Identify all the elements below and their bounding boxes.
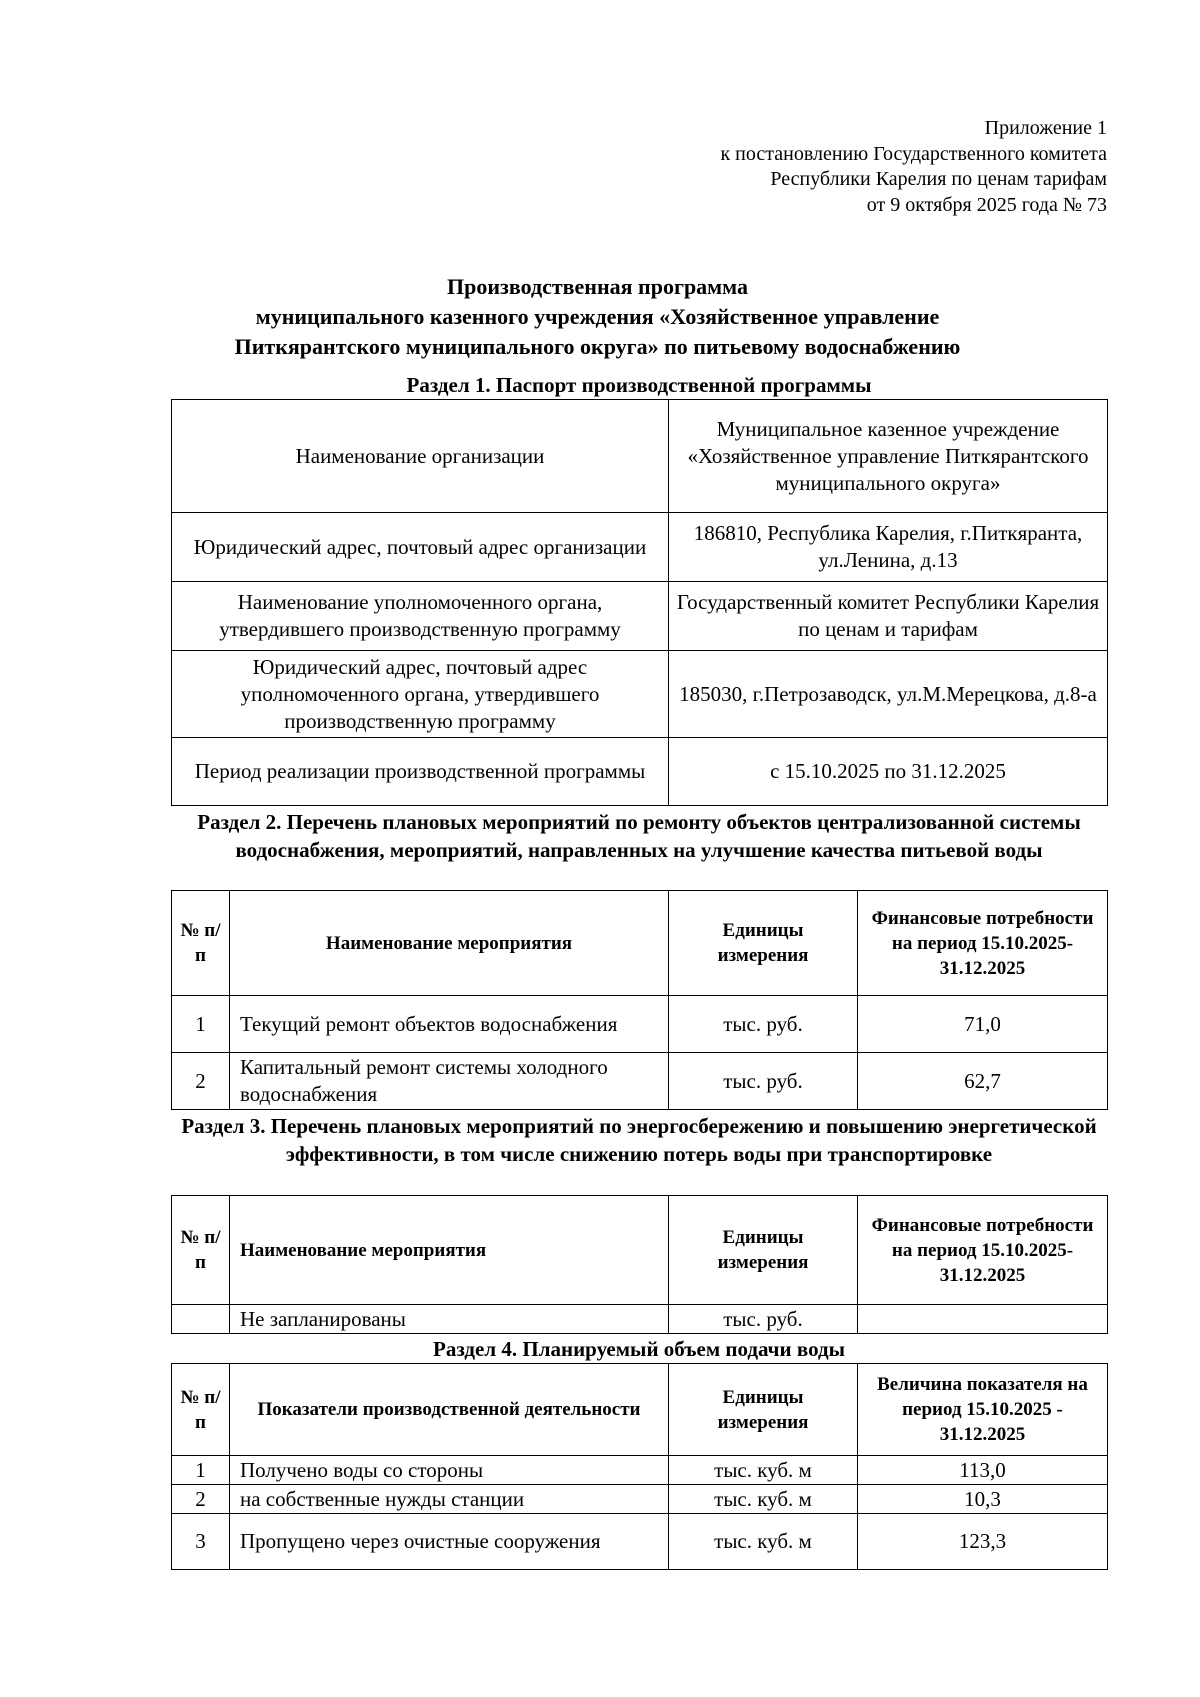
row-value: 10,3 xyxy=(858,1485,1108,1514)
row-unit: тыс. куб. м xyxy=(669,1456,858,1485)
row-value: 123,3 xyxy=(858,1514,1108,1570)
row-unit: тыс. куб. м xyxy=(669,1485,858,1514)
section1-heading: Раздел 1. Паспорт производственной программы xyxy=(406,373,872,397)
water-supply-table xyxy=(171,1363,1108,1570)
table-row xyxy=(172,1305,1108,1334)
row-num xyxy=(172,1305,230,1334)
appendix-line: от 9 октября 2025 года № 73 xyxy=(866,193,1107,216)
passport-table xyxy=(171,399,1108,806)
table-row xyxy=(172,1514,1108,1570)
appendix-line: к постановлению Государственного комитета xyxy=(720,142,1107,165)
row-unit: тыс. руб. xyxy=(669,1305,858,1334)
row-num: 2 xyxy=(172,1053,230,1110)
row-unit: тыс. куб. м xyxy=(669,1514,858,1570)
table-row xyxy=(172,738,1108,806)
row-value: 62,7 xyxy=(858,1053,1108,1110)
passport-value: 185030, г.Петрозаводск, ул.М.Мерецкова, д.8-а xyxy=(669,651,1108,738)
passport-value: с 15.10.2025 по 31.12.2025 xyxy=(669,738,1108,806)
col-header-name: Наименование мероприятия xyxy=(230,891,669,996)
title-line: Питкярантского муниципального округа» по питьевому водоснабжению xyxy=(234,334,961,359)
row-unit: тыс. руб. xyxy=(669,996,858,1053)
table-header-row xyxy=(172,1364,1108,1456)
appendix-header xyxy=(587,116,1107,218)
row-unit: тыс. руб. xyxy=(669,1053,858,1110)
title-line: муниципального казенного учреждения «Хозяйственное управление xyxy=(255,304,940,329)
col-header-unit: Единицы измерения xyxy=(669,891,858,996)
col-header-unit: Единицы измерения xyxy=(669,1364,858,1456)
table-row xyxy=(172,1456,1108,1485)
passport-label: Наименование уполномоченного органа, утвердившего производственную программу xyxy=(172,582,669,651)
table-row xyxy=(172,582,1108,651)
row-num: 3 xyxy=(172,1514,230,1570)
passport-label: Юридический адрес, почтовый адрес уполномоченного органа, утвердившего производственную программу xyxy=(172,651,669,738)
col-header-value: Финансовые потребности на период 15.10.2025-31.12.2025 xyxy=(858,1196,1108,1305)
row-value: 71,0 xyxy=(858,996,1108,1053)
col-header-name: Показатели производственной деятельности xyxy=(230,1364,669,1456)
section2-heading: Раздел 2. Перечень плановых мероприятий по ремонту объектов централизованной системы водоснабжения, мероприятий, направленных на улучшение качества питьевой воды xyxy=(197,810,1081,862)
table-row xyxy=(172,651,1108,738)
passport-value: Государственный комитет Республики Карелия по ценам и тарифам xyxy=(669,582,1108,651)
row-name: Текущий ремонт объектов водоснабжения xyxy=(230,996,669,1053)
document-title xyxy=(155,272,1040,362)
title-line: Производственная программа xyxy=(446,274,749,299)
table-row xyxy=(172,513,1108,582)
col-header-value: Финансовые потребности на период 15.10.2025-31.12.2025 xyxy=(858,891,1108,996)
table-row xyxy=(172,996,1108,1053)
col-header-num: № п/п xyxy=(172,1364,230,1456)
table-row xyxy=(172,1485,1108,1514)
appendix-line: Приложение 1 xyxy=(984,117,1107,139)
row-value: 113,0 xyxy=(858,1456,1108,1485)
section4-heading: Раздел 4. Планируемый объем подачи воды xyxy=(433,1337,845,1361)
passport-label: Юридический адрес, почтовый адрес организации xyxy=(172,513,669,582)
appendix-line: Республики Карелия по ценам тарифам xyxy=(770,168,1107,190)
col-header-value: Величина показателя на период 15.10.2025 - 31.12.2025 xyxy=(858,1364,1108,1456)
passport-value: 186810, Республика Карелия, г.Питкяранта, ул.Ленина, д.13 xyxy=(669,513,1108,582)
passport-label: Период реализации производственной программы xyxy=(172,738,669,806)
col-header-num: № п/п xyxy=(172,1196,230,1305)
passport-value: Муниципальное казенное учреждение «Хозяйственное управление Питкярантского муниципального округа» xyxy=(669,400,1108,513)
row-num: 2 xyxy=(172,1485,230,1514)
col-header-unit: Единицы измерения xyxy=(669,1196,858,1305)
row-name: Капитальный ремонт системы холодного водоснабжения xyxy=(230,1053,669,1110)
passport-label: Наименование организации xyxy=(172,400,669,513)
table-header-row xyxy=(172,1196,1108,1305)
repair-measures-table xyxy=(171,890,1108,1110)
section3-heading: Раздел 3. Перечень плановых мероприятий по энергосбережению и повышению энергетической эффективности, в том числе снижению потерь воды при транспортировке xyxy=(181,1114,1097,1166)
row-name: Пропущено через очистные сооружения xyxy=(230,1514,669,1570)
row-name: Не запланированы xyxy=(230,1305,669,1334)
row-name: Получено воды со стороны xyxy=(230,1456,669,1485)
col-header-num: № п/п xyxy=(172,891,230,996)
col-header-name: Наименование мероприятия xyxy=(230,1196,669,1305)
table-row xyxy=(172,400,1108,513)
table-row xyxy=(172,1053,1108,1110)
row-num: 1 xyxy=(172,996,230,1053)
energy-measures-table xyxy=(171,1195,1108,1334)
row-value xyxy=(858,1305,1108,1334)
row-num: 1 xyxy=(172,1456,230,1485)
table-header-row xyxy=(172,891,1108,996)
row-name: на собственные нужды станции xyxy=(230,1485,669,1514)
